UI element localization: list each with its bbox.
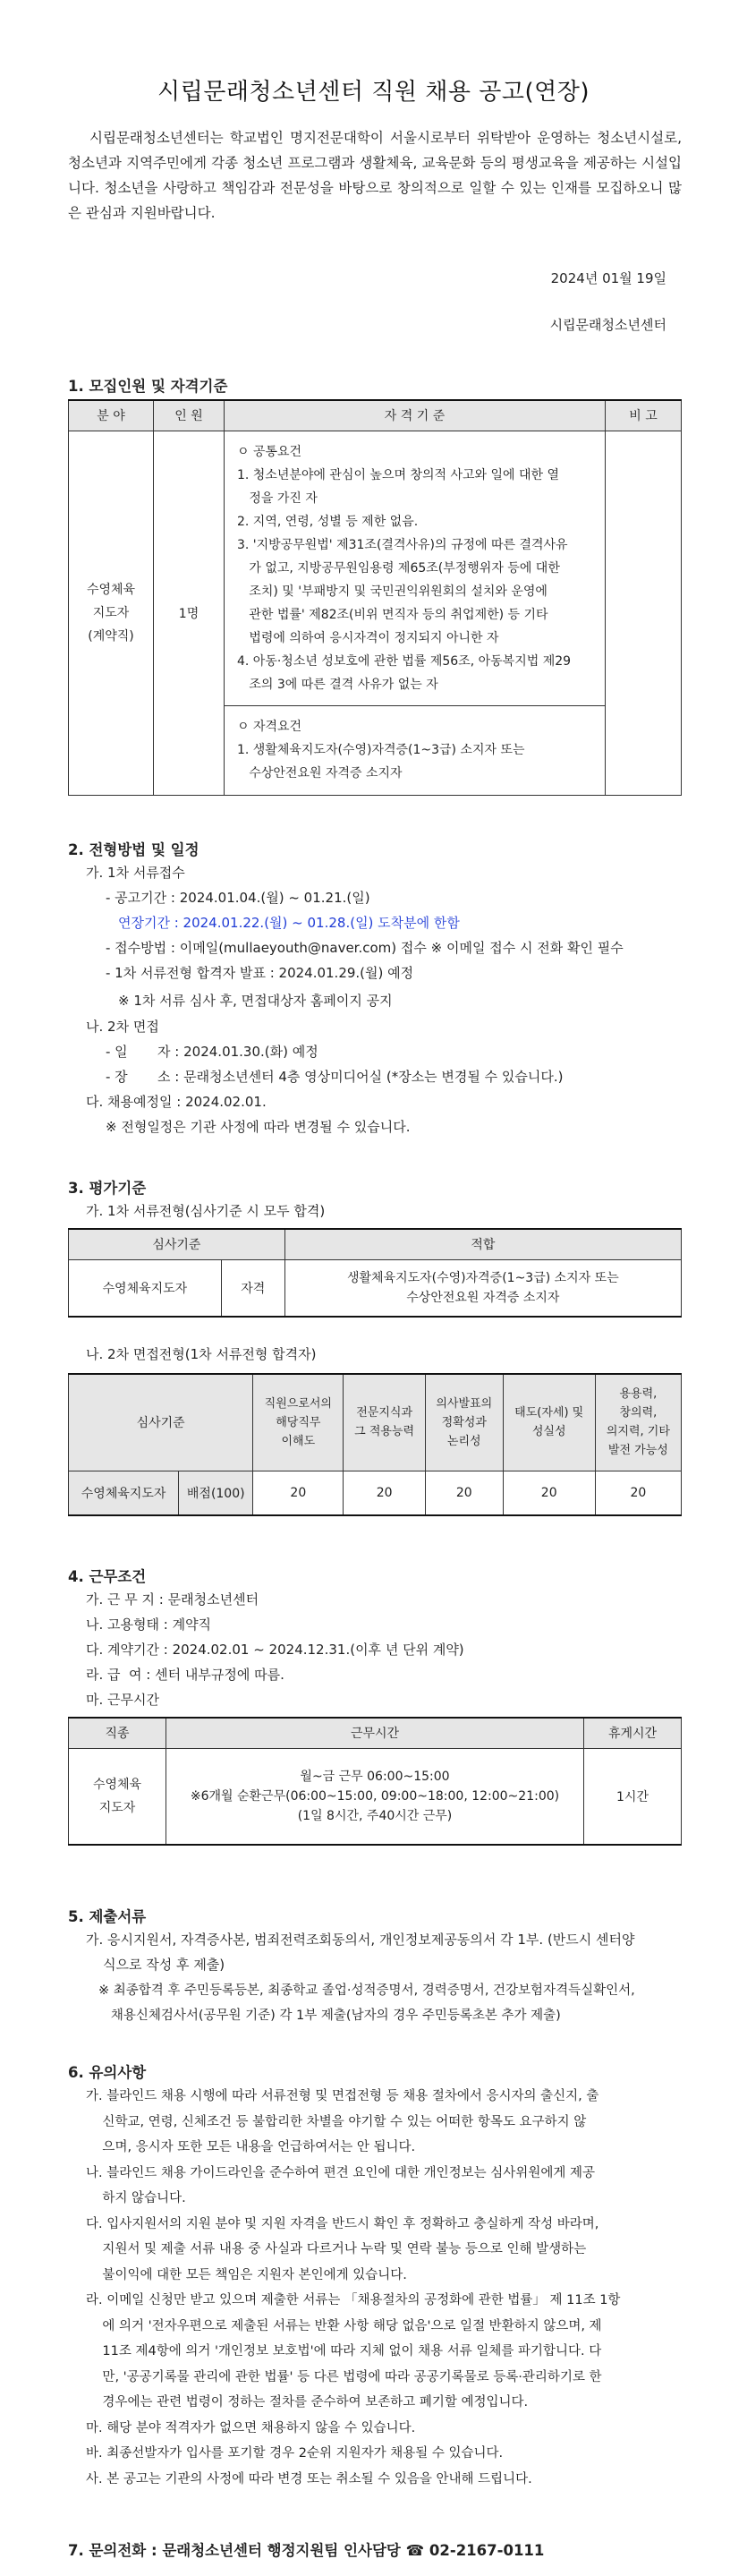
qualification-requirements-title: ㅇ 자격요건 (237, 719, 302, 734)
s6-line: 신학교, 연령, 신체조건 등 불합리한 차별을 야기할 수 있는 어떠한 항목도 요구하지 않 (86, 2114, 587, 2129)
s3-sub2: 나. 2차 면접전형(1차 서류전형 합격자) (86, 1346, 317, 1362)
wh-time: 월~금 근무 06:00~15:00 ※6개월 순환근무(06:00~15:00, 09:00~18:00, 12:00~21:00) (1일 8시간, 주40시간 근무) (166, 1748, 584, 1845)
field-cell: 수영체육 지도자 (계약직) (69, 431, 154, 795)
qual-item: 수상안전요원 자격증 소지자 (237, 765, 403, 780)
section-1-heading: 1. 모집인원 및 자격기준 (68, 378, 228, 395)
section-3-heading: 3. 평가기준 (68, 1180, 147, 1197)
s2-line: - 장 소 : 문래청소년센터 4층 영상미디어실 (*장소는 변경될 수 있습니다.) (106, 1069, 564, 1085)
s5-note: ※ 최종합격 후 주민등록등본, 최종학교 졸업·성적증명서, 경력증명서, 건강보험자격득실확인서, (98, 1983, 635, 1998)
t1-type: 자격 (221, 1259, 284, 1317)
wh-header-job: 직종 (69, 1718, 166, 1748)
col-header-criteria: 자 격 기 준 (225, 400, 606, 431)
t1-header-criteria: 심사기준 (69, 1229, 285, 1259)
notice-date: 2024년 01월 19일 (550, 270, 666, 286)
t1-field: 수영체육지도자 (69, 1259, 222, 1317)
t2-field: 수영체육지도자 (69, 1471, 179, 1515)
qualification-requirements-list (237, 738, 592, 785)
s2-line: 가. 1차 서류접수 (86, 865, 185, 881)
section-7-contact: 7. 문의전화 : 문래청소년센터 행정지원팀 인사담당 ☎ 02-2167-0111 (68, 2542, 545, 2559)
t2-col: 용용력, 창의력, 의지력, 기타 발전 가능성 (595, 1374, 681, 1471)
general-item: 1. 청소년분야에 관심이 높으며 창의적 사고와 일에 대한 열 (237, 467, 560, 482)
s2-line: - 접수방법 : 이메일(mullaeyouth@naver.com) 접수 ※ 이메일 접수 시 전화 확인 필수 (106, 940, 624, 956)
s6-line: 바. 최종선발자가 입사를 포기할 경우 2순위 지원자가 채용될 수 있습니다. (86, 2446, 504, 2461)
s6-line: 경우에는 관련 법령이 정하는 절차를 준수하여 보존하고 폐기할 예정입니다. (86, 2395, 529, 2410)
s2-note: ※ 1차 서류 심사 후, 면접대상자 홈페이지 공지 (118, 993, 393, 1009)
wh-header-break: 휴게시간 (584, 1718, 682, 1748)
t2-score: 20 (425, 1471, 503, 1515)
section-6-heading: 6. 유의사항 (68, 2064, 147, 2081)
col-header-count: 인 원 (154, 400, 225, 431)
t2-col: 의사발표의 정확성과 논리성 (425, 1374, 503, 1471)
working-hours-table (68, 1717, 682, 1846)
s5-note: 채용신체검사서(공무원 기준) 각 1부 제출(남자의 경우 주민등록초본 추가 제출) (98, 2009, 561, 2023)
intro-paragraph: 시립문래청소년센터는 학교법인 명지전문대학이 서울시로부터 위탁받아 운영하는 청소년시설로, 청소년과 지역주민에게 각종 청소년 프로그램과 생활체육, 교육문화 등의 평생교육을 제공하는 시설입니다. 청소년을 사랑하고 책임감과 전문성을 바탕으로 창의적으로 일할 수 있는 인재를 모집하오니 많은 관심과 지원바랍니다. (68, 130, 682, 221)
s6-line: 하지 않습니다. (86, 2191, 186, 2205)
s6-line: 만, '공공기록물 관리에 관한 법률' 등 다른 법령에 따라 공공기록물로 등록·관리하기로 한 (86, 2369, 602, 2384)
qual-item: 1. 생활체육지도자(수영)자격증(1~3급) 소지자 또는 (237, 742, 525, 757)
s6-line: 가. 블라인드 채용 시행에 따라 서류전형 및 면접전형 등 채용 절차에서 응시자의 출신지, 출 (86, 2089, 599, 2103)
s4-line: 마. 근무시간 (86, 1692, 159, 1708)
t2-col: 태도(자세) 및 성실성 (503, 1374, 595, 1471)
general-item: 가 없고, 지방공무원임용령 제65조(부정행위자 등에 대한 (237, 560, 560, 576)
general-item: 3. '지방공무원법' 제31조(결격사유)의 규정에 따른 결격사유 (237, 537, 568, 552)
general-item: 관한 법률' 제82조(비위 면직자 등의 취업제한) 등 기타 (237, 607, 548, 622)
wh-header-time: 근무시간 (166, 1718, 584, 1748)
page-title: 시립문래청소년센터 직원 채용 공고(연장) (157, 79, 590, 106)
general-item: 2. 지역, 연령, 성별 등 제한 없음. (237, 514, 419, 529)
count-cell: 1명 (154, 431, 225, 795)
s2-extended-period: 연장기간 : 2024.01.22.(월) ~ 01.28.(일) 도착분에 한함 (118, 915, 460, 931)
t2-score: 20 (253, 1471, 344, 1515)
t2-col: 직원으로서의 해당직무 이해도 (253, 1374, 344, 1471)
t1-content: 생활체육지도자(수영)자격증(1~3급) 소지자 또는 수상안전요원 자격증 소지자 (284, 1259, 681, 1317)
t2-total: 배점(100) (179, 1471, 253, 1515)
col-header-field: 분 야 (69, 400, 154, 431)
t2-header-criteria: 심사기준 (69, 1374, 253, 1471)
qualification-table (68, 399, 682, 796)
t2-score: 20 (595, 1471, 681, 1515)
s2-line: - 1차 서류전형 합격자 발표 : 2024.01.29.(월) 예정 (106, 965, 414, 981)
s6-line: 다. 입사지원서의 지원 분야 및 지원 자격을 반드시 확인 후 정확하고 충실하게 작성 바라며, (86, 2216, 599, 2231)
s2-line: - 공고기간 : 2024.01.04.(월) ~ 01.21.(일) (106, 890, 370, 906)
s2-note: ※ 전형일정은 기관 사정에 따라 변경될 수 있습니다. (106, 1119, 411, 1135)
s6-line: 사. 본 공고는 기관의 사정에 따라 변경 또는 취소될 수 있음을 안내해 드립니다. (86, 2471, 532, 2486)
section-2-heading: 2. 전형방법 및 일정 (68, 841, 199, 858)
document-screening-table (68, 1228, 682, 1318)
general-requirements-list (237, 464, 592, 696)
general-item: 4. 아동·청소년 성보호에 관한 법률 제56조, 아동복지법 제29 (237, 653, 572, 669)
section-4-heading: 4. 근무조건 (68, 1568, 147, 1585)
s6-line: 나. 블라인드 채용 가이드라인을 준수하여 편견 요인에 대한 개인정보는 심사위원에게 제공 (86, 2165, 595, 2180)
general-requirements-cell (225, 431, 606, 705)
s5-line: 식으로 작성 후 제출) (86, 1957, 225, 1973)
section-5-heading: 5. 제출서류 (68, 1908, 147, 1925)
t1-header-pass: 적합 (284, 1229, 681, 1259)
s4-line: 나. 고용형태 : 계약직 (86, 1616, 212, 1633)
wh-job: 수영체육 지도자 (69, 1748, 166, 1845)
col-header-remarks: 비 고 (606, 400, 682, 431)
s6-line: 11조 제4항에 의거 '개인정보 보호법'에 따라 지체 없이 채용 서류 일체를 파기합니다. 다 (86, 2344, 602, 2358)
t2-score: 20 (503, 1471, 595, 1515)
s6-line: 에 의거 '전자우편으로 제출된 서류는 반환 사항 해당 없음'으로 일절 반환하지 않으며, 제 (86, 2318, 602, 2333)
t2-col: 전문지식과 그 적용능력 (344, 1374, 426, 1471)
notice-organization: 시립문래청소년센터 (549, 317, 666, 333)
general-item: 조치) 및 '부패방지 및 국민권익위원회의 설치와 운영에 (237, 584, 548, 599)
remarks-cell (606, 431, 682, 795)
s3-sub1: 가. 1차 서류전형(심사기준 시 모두 합격) (86, 1203, 326, 1219)
s2-line: 다. 채용예정일 : 2024.02.01. (86, 1094, 267, 1110)
s6-line: 마. 해당 분야 적격자가 없으면 채용하지 않을 수 있습니다. (86, 2420, 416, 2435)
s4-line: 라. 급 여 : 센터 내부규정에 따름. (86, 1667, 284, 1683)
t2-score: 20 (344, 1471, 426, 1515)
s4-line: 다. 계약기간 : 2024.02.01 ~ 2024.12.31.(이후 년 단위 계약) (86, 1642, 464, 1658)
general-requirements-title: ㅇ 공통요건 (237, 444, 302, 459)
s6-line: 지원서 및 제출 서류 내용 중 사실과 다르거나 누락 및 연락 불능 등으로 인해 발생하는 (86, 2242, 587, 2256)
general-item: 법령에 의하여 응시자격이 정지되지 아니한 자 (237, 630, 499, 645)
general-item: 조의 3에 따른 결격 사유가 없는 자 (237, 677, 438, 692)
s6-line: 라. 이메일 신청만 받고 있으며 제출한 서류는 「채용절차의 공정화에 관한 법률」 제 11조 1항 (86, 2293, 621, 2307)
s6-line: 으며, 응시자 또한 모든 내용을 언급하여서는 안 됩니다. (86, 2140, 416, 2154)
qualification-requirements-cell (225, 705, 606, 795)
general-item: 정을 가진 자 (237, 490, 318, 506)
s2-line: 나. 2차 면접 (86, 1019, 159, 1035)
wh-break: 1시간 (584, 1748, 682, 1845)
s5-line: 가. 응시지원서, 자격증사본, 범죄전력조회동의서, 개인정보제공동의서 각 1부. (반드시 센터양 (86, 1932, 635, 1948)
s2-line: - 일 자 : 2024.01.30.(화) 예정 (106, 1044, 318, 1060)
interview-screening-table (68, 1373, 682, 1516)
s4-line: 가. 근 무 지 : 문래청소년센터 (86, 1591, 259, 1608)
s6-line: 불이익에 대한 모든 책임은 지원자 본인에게 있습니다. (86, 2267, 407, 2282)
